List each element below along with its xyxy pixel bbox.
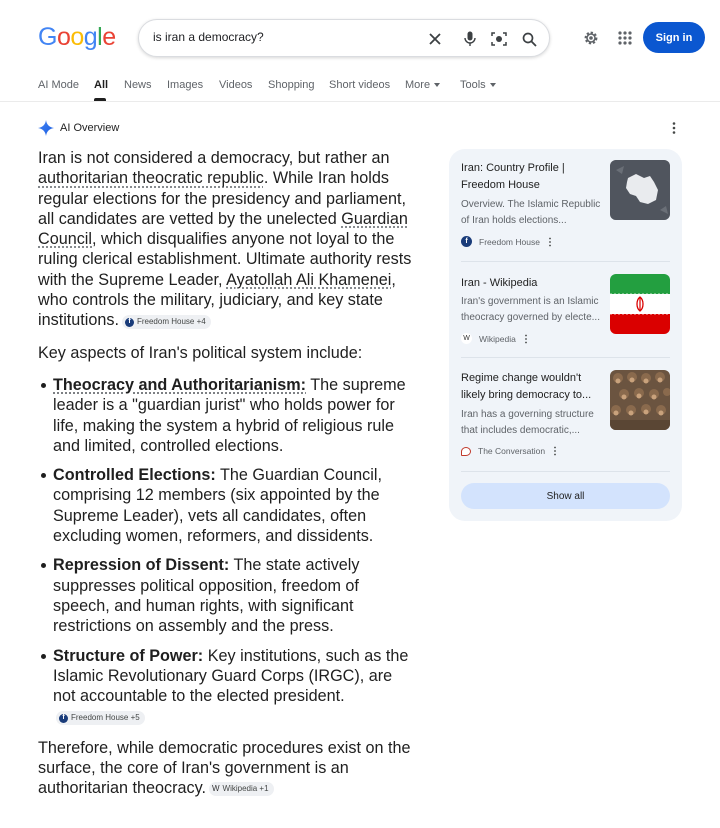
source-chip-label: Freedom House +5 xyxy=(71,713,140,723)
source-chip-label: Freedom House +4 xyxy=(136,317,206,327)
source-chip[interactable] xyxy=(209,782,274,796)
divider xyxy=(461,357,670,358)
list-item-text: The supreme leader is a "guardian jurist" who holds power for life, making the system a hybrid of religious rule and limited, controlled elections. xyxy=(53,375,406,455)
source-description: Overview. The Islamic Republic of Iran holds elections... xyxy=(461,199,601,226)
ai-overview-body xyxy=(38,148,418,799)
the-conversation-icon xyxy=(461,447,471,456)
soldiers-photo-thumbnail xyxy=(610,370,670,430)
list-item xyxy=(38,375,418,456)
source-meta xyxy=(461,236,552,247)
chevron-down-icon xyxy=(490,83,496,87)
source-chip-label: Wikipedia +1 xyxy=(222,784,269,794)
list-item-text: The state actively suppresses political opposition, freedom of speech, and human rights, with significant restrictions on assembly and the press. xyxy=(53,556,360,636)
apps-grid-icon[interactable] xyxy=(615,28,635,48)
tab-more-label: More xyxy=(405,79,431,91)
tab-short-videos[interactable]: Short videos xyxy=(329,79,391,91)
sources-panel xyxy=(449,149,682,521)
chevron-down-icon xyxy=(434,83,440,87)
list-item xyxy=(38,555,418,636)
logo-letter: l xyxy=(97,23,103,51)
tab-all[interactable]: All xyxy=(94,79,109,91)
source-card[interactable] xyxy=(461,274,671,364)
logo-letter: g xyxy=(83,23,98,51)
list-item-title[interactable]: Theocracy and Authoritarianism: xyxy=(53,375,307,394)
entity-link[interactable]: Ayatollah Ali Khamenei xyxy=(226,270,392,289)
more-options-icon[interactable] xyxy=(668,120,680,136)
more-options-icon[interactable] xyxy=(548,237,552,247)
aspects-list xyxy=(38,375,418,727)
source-description: Iran has a governing structure that includes democratic,... xyxy=(461,409,594,436)
logo-letter: o xyxy=(56,23,71,51)
source-meta xyxy=(461,333,528,344)
search-tabs xyxy=(0,76,720,102)
tab-images[interactable]: Images xyxy=(167,79,204,91)
entity-link[interactable]: Guardian Council xyxy=(38,209,408,249)
iran-map-thumbnail xyxy=(610,160,670,220)
aspects-intro: Key aspects of Iran's political system include: xyxy=(38,343,363,362)
intro-text: Iran is not considered a democracy, but rather an xyxy=(38,149,390,167)
show-all-button[interactable]: Show all xyxy=(461,483,670,509)
intro-paragraph xyxy=(38,148,418,331)
source-card[interactable] xyxy=(461,370,671,460)
camera-lens-icon[interactable] xyxy=(489,29,509,49)
tab-ai-mode[interactable]: AI Mode xyxy=(38,79,79,91)
source-card[interactable] xyxy=(461,160,671,250)
clear-icon[interactable] xyxy=(425,29,445,49)
search-box xyxy=(138,19,550,57)
wikipedia-icon: W xyxy=(461,333,472,344)
source-title[interactable]: Regime change wouldn't likely bring democracy to... xyxy=(461,372,592,401)
logo-letter: e xyxy=(102,23,116,51)
list-item-title: Repression of Dissent: xyxy=(53,556,230,575)
tab-videos[interactable]: Videos xyxy=(219,79,253,91)
search-icon[interactable] xyxy=(519,29,539,49)
settings-gear-icon[interactable] xyxy=(581,28,601,48)
divider xyxy=(461,471,670,472)
list-item xyxy=(38,465,418,546)
list-item-title: Controlled Elections: xyxy=(53,466,216,485)
search-input[interactable] xyxy=(153,30,413,44)
tab-news[interactable]: News xyxy=(124,79,152,91)
tab-more[interactable] xyxy=(405,79,440,91)
freedom-house-icon: f xyxy=(125,318,134,327)
conclusion-paragraph xyxy=(38,738,418,799)
list-item-text: Key institutions, such as the Islamic Revolutionary Guard Corps (IRGC), are not accountable to the elected president. xyxy=(53,646,409,706)
list-item-text: The Guardian Council, comprising 12 members (six appointed by the Supreme Leader), vets all candidates, often excluding women, reformers, and dissidents. xyxy=(53,466,382,546)
freedom-house-icon: f xyxy=(59,714,68,723)
more-options-icon[interactable] xyxy=(524,334,528,344)
ai-sparkle-icon xyxy=(38,120,54,136)
source-site: Freedom House xyxy=(479,236,540,247)
source-title[interactable]: Iran: Country Profile | Freedom House xyxy=(461,162,565,191)
more-options-icon[interactable] xyxy=(553,446,557,456)
conclusion-text: Therefore, while democratic procedures exist on the surface, the core of Iran's government is an authoritarian theocracy. xyxy=(38,738,411,798)
logo-letter: G xyxy=(38,23,57,51)
sign-in-button[interactable]: Sign in xyxy=(643,22,705,53)
source-site: The Conversation xyxy=(478,446,546,456)
active-tab-indicator xyxy=(94,98,106,101)
intro-text: , who controls the military, judiciary, and key state institutions. xyxy=(38,270,396,330)
ai-overview-header xyxy=(38,119,119,137)
intro-text: , which disqualifies anyone not loyal to the ruling clerical establishment. Ultimate authority rests with the Supreme Leader, xyxy=(38,230,412,289)
logo-letter: o xyxy=(70,23,84,51)
microphone-icon[interactable] xyxy=(460,29,480,49)
freedom-house-icon: f xyxy=(461,236,472,247)
source-description: Iran's government is an Islamic theocracy governed by electe... xyxy=(461,296,600,323)
divider xyxy=(461,261,670,262)
intro-text: . While Iran holds regular elections for the presidency and parliament, all candidates are vetted by the unelected xyxy=(38,169,407,228)
ai-overview-label: AI Overview xyxy=(60,122,120,134)
entity-link[interactable]: authoritarian theocratic republic xyxy=(38,169,264,188)
wikipedia-icon: W xyxy=(211,784,220,794)
source-title[interactable]: Iran - Wikipedia xyxy=(461,277,538,289)
google-logo[interactable] xyxy=(38,25,116,50)
list-item-title: Structure of Power: xyxy=(53,646,204,665)
source-meta xyxy=(461,446,557,456)
header xyxy=(0,0,720,76)
tab-shopping[interactable]: Shopping xyxy=(268,79,315,91)
tab-tools-label: Tools xyxy=(460,79,486,91)
iran-flag-thumbnail xyxy=(610,274,670,334)
tab-tools[interactable] xyxy=(460,79,496,91)
source-site: Wikipedia xyxy=(479,333,516,344)
list-item xyxy=(38,646,418,727)
source-chip[interactable] xyxy=(122,315,211,329)
source-chip[interactable] xyxy=(56,711,145,725)
